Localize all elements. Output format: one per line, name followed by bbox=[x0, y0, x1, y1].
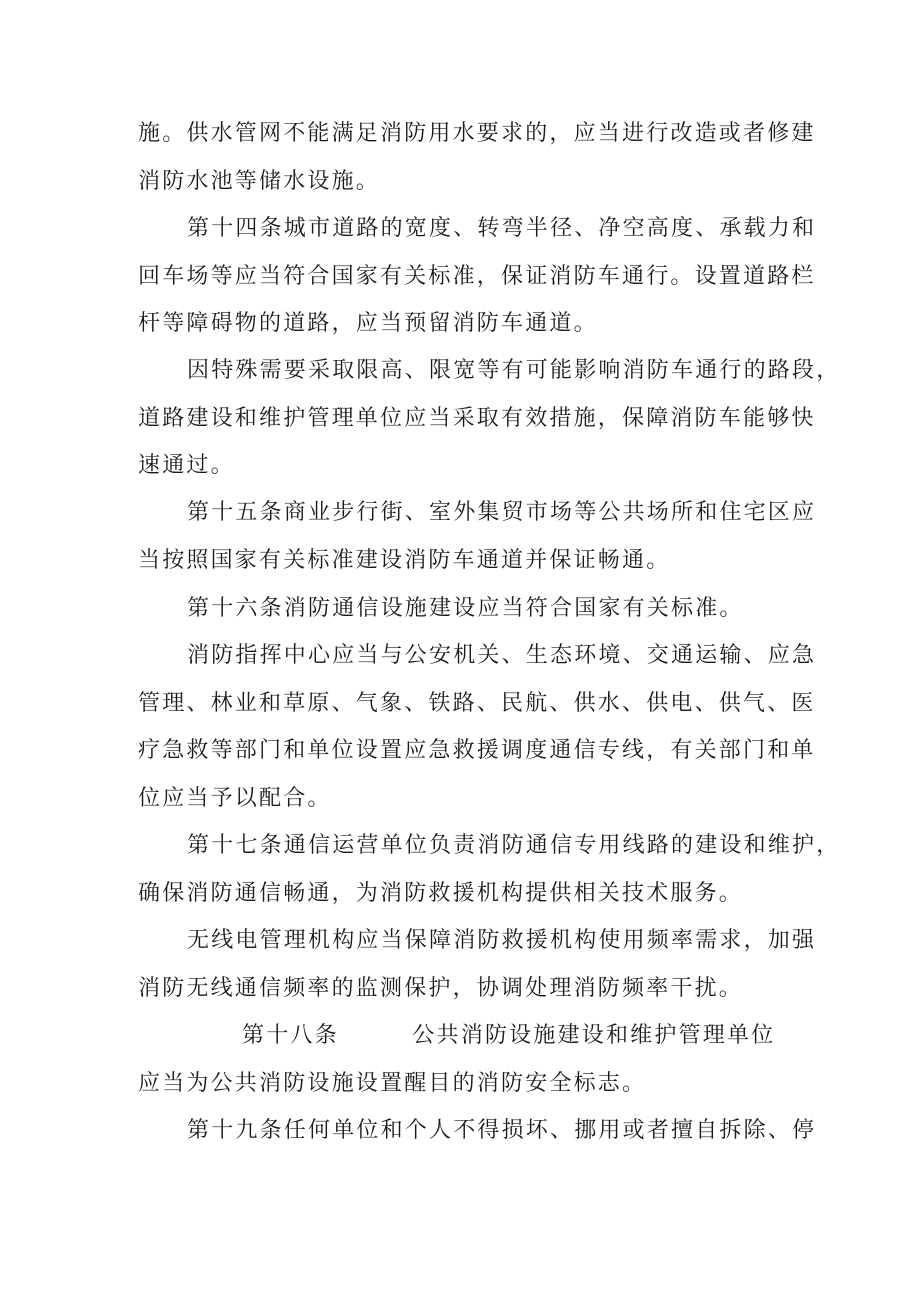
text-line: 杆等障碍物的道路，应当预留消防车通道。 bbox=[138, 311, 598, 336]
text-line: 位应当予以配合。 bbox=[138, 786, 332, 811]
text-line: 消防水池等储水设施。 bbox=[138, 169, 381, 194]
paragraph-start-line: 因特殊需要采取限高、限宽等有可能影响消防车通行的路段， bbox=[187, 358, 841, 383]
text-line: 确保消防通信畅通，为消防救援机构提供相关技术服务。 bbox=[138, 881, 744, 906]
text-line: 管理、林业和草原、气象、铁路、民航、供水、供电、供气、医 bbox=[138, 691, 816, 716]
article-18-heading-line: 第十八条 公共消防设施建设和维护管理单位 bbox=[242, 1023, 776, 1048]
paragraph-start-line: 消防指挥中心应当与公安机关、生态环境、交通运输、应急 bbox=[187, 643, 817, 668]
text-line: 施。供水管网不能满足消防用水要求的，应当进行改造或者修建 bbox=[138, 121, 816, 146]
text-line: 道路建设和维护管理单位应当采取有效措施，保障消防车能够快 bbox=[138, 406, 816, 431]
text-line: 消防无线通信频率的监测保护，协调处理消防频率干扰。 bbox=[138, 976, 744, 1001]
text-line: 应当为公共消防设施设置醒目的消防安全标志。 bbox=[138, 1071, 647, 1096]
text-line: 当按照国家有关标准建设消防车通道并保证畅通。 bbox=[138, 548, 671, 573]
paragraph-start-line: 无线电管理机构应当保障消防救援机构使用频率需求，加强 bbox=[187, 928, 817, 953]
article-15-heading-line: 第十五条商业步行街、室外集贸市场等公共场所和住宅区应 bbox=[187, 500, 817, 525]
article-14-heading-line: 第十四条城市道路的宽度、转弯半径、净空高度、承载力和 bbox=[187, 216, 817, 241]
text-line: 回车场等应当符合国家有关标准，保证消防车通行。设置道路栏 bbox=[138, 264, 816, 289]
text-line: 疗急救等部门和单位设置应急救援调度通信专线，有关部门和单 bbox=[138, 738, 816, 763]
text-line: 速通过。 bbox=[138, 453, 235, 478]
article-19-heading-line: 第十九条任何单位和个人不得损坏、挪用或者擅自拆除、停 bbox=[187, 1118, 817, 1143]
article-17-heading-line: 第十七条通信运营单位负责消防通信专用线路的建设和维护， bbox=[187, 833, 841, 858]
article-16-heading-line: 第十六条消防通信设施建设应当符合国家有关标准。 bbox=[187, 596, 744, 621]
